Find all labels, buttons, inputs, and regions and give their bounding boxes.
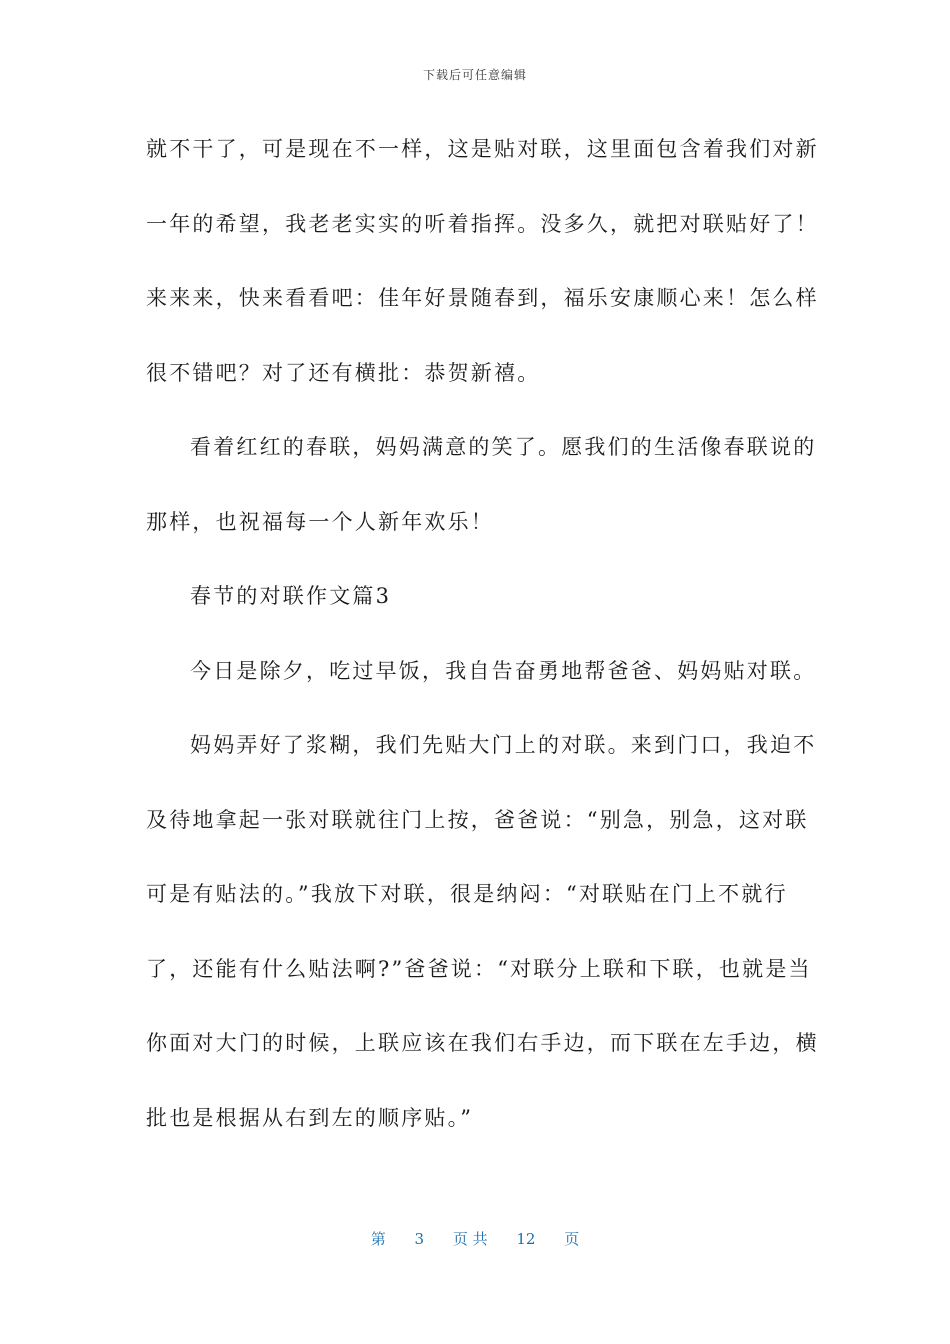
footer-suffix: 页 [564, 1230, 580, 1248]
text-line: 及待地拿起一张对联就往门上按，爸爸说：“别急，别急，这对联 [146, 807, 809, 832]
text-line: 一年的希望，我老老实实的听着指挥。没多久，就把对联贴好了！ [146, 211, 819, 236]
document-body [146, 112, 819, 1155]
text-line: 可是有贴法的。”我放下对联，很是纳闷：“对联贴在门上不就行 [146, 882, 788, 906]
text-line: 批也是根据从右到左的顺序贴。” [146, 1105, 474, 1130]
text-line: 今日是除夕，吃过早饭，我自告奋勇地帮爸爸、妈妈贴对联。 [190, 658, 817, 683]
footer-prefix: 第 [370, 1230, 386, 1248]
text-line: 就不干了，可是现在不一样，这是贴对联，这里面包含着我们对新 [146, 137, 819, 161]
footer-middle: 页 共 [452, 1230, 488, 1248]
page-footer [0, 1228, 950, 1249]
text-line: 来来来，快来看看吧：佳年好景随春到，福乐安康顺心来！怎么样 [146, 286, 819, 310]
text-line: 看着红红的春联，妈妈满意的笑了。愿我们的生活像春联说的 [190, 435, 817, 459]
page-header: 下载后可任意编辑 [422, 68, 527, 82]
text-line: 那样，也祝福每一个人新年欢乐！ [146, 509, 494, 534]
text-line: 你面对大门的时候，上联应该在我们右手边，而下联在左手边，横 [146, 1031, 819, 1055]
text-line: 很不错吧？对了还有横批：恭贺新禧。 [146, 360, 541, 385]
text-line: 妈妈弄好了浆糊，我们先贴大门上的对联。来到门口，我迫不 [190, 733, 817, 757]
total-page-number: 12 [516, 1230, 536, 1248]
text-line: 了，还能有什么贴法啊?”爸爸说：“对联分上联和下联，也就是当 [146, 956, 812, 981]
section-heading: 春节的对联作文篇3 [190, 584, 392, 608]
current-page-number: 3 [414, 1230, 425, 1248]
